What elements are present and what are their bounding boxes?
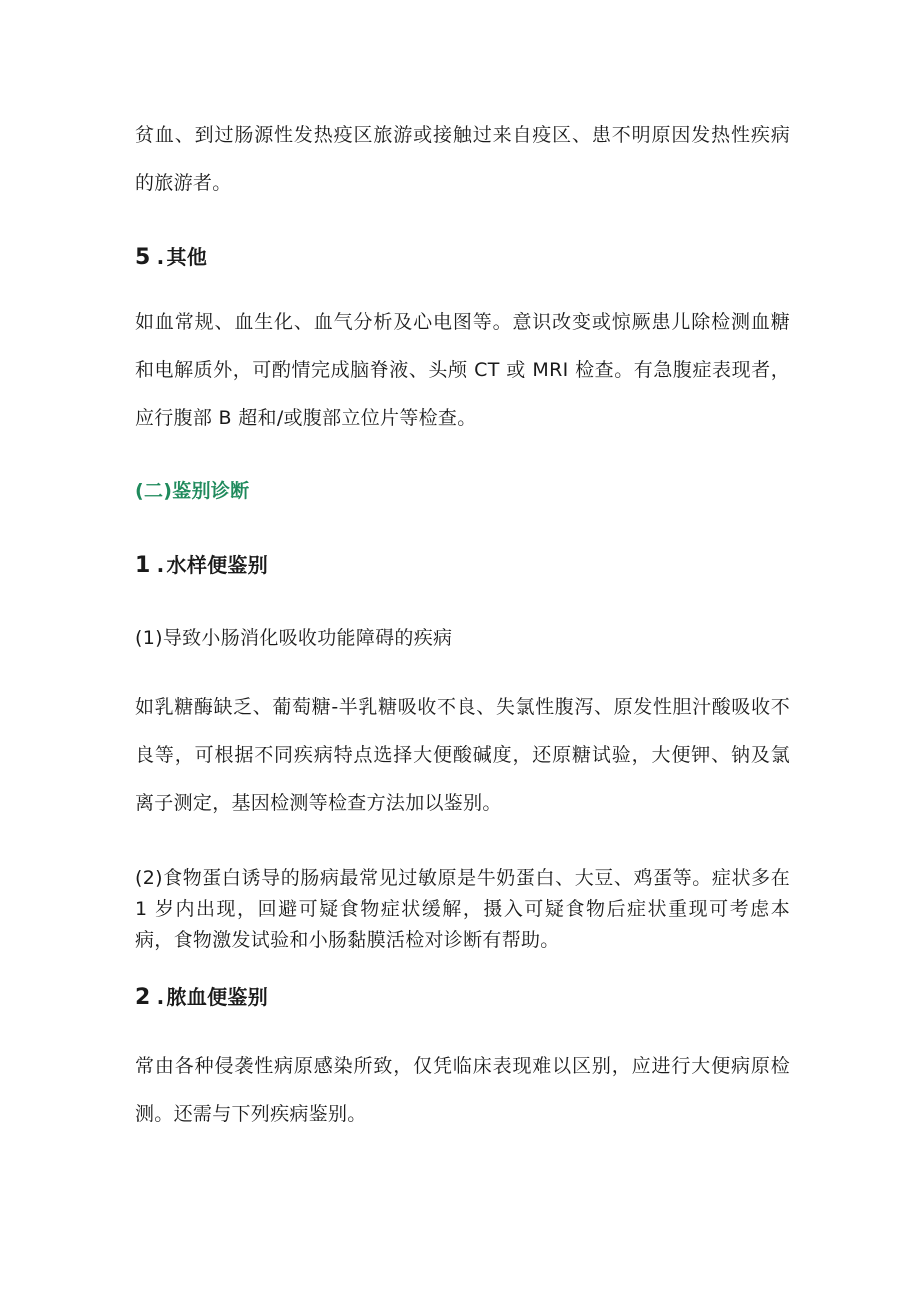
subitem-2-paragraph: (2)食物蛋白诱导的肠病最常见过敏原是牛奶蛋白、大豆、鸡蛋等。症状多在 1 岁内出现，回避可疑食物症状缓解，摄入可疑食物后症状重现可考虑本病，食物激发试验和小肠黏膜活检对诊断有帮助。 <box>135 867 790 951</box>
heading-text: 水样便鉴别 <box>166 553 269 577</box>
heading-dot: . <box>156 985 165 1009</box>
heading-text: 其他 <box>166 245 208 269</box>
other-exams-paragraph: 如血常规、血生化、血气分析及心电图等。意识改变或惊厥患儿除检测血糖和电解质外，可酌情完成脑脊液、头颅 CT 或 MRI 检查。有急腹症表现者，应行腹部 B 超和/或腹部立位片等检查。 <box>135 311 790 429</box>
heading-bloody-stool <box>135 982 790 1013</box>
bloody-stool-paragraph: 常由各种侵袭性病原感染所致，仅凭临床表现难以区别，应进行大便病原检测。还需与下列疾病鉴别。 <box>135 1055 790 1125</box>
intro-paragraph: 贫血、到过肠源性发热疫区旅游或接触过来自疫区、患不明原因发热性疾病的旅游者。 <box>135 124 790 194</box>
heading-number: 5 <box>135 245 151 270</box>
heading-number: 2 <box>135 985 151 1010</box>
subitem-1-title: (1)导致小肠消化吸收功能障碍的疾病 <box>135 627 453 649</box>
heading-dot: . <box>156 553 165 577</box>
heading-other <box>135 242 790 273</box>
heading-dot: . <box>156 245 165 269</box>
heading-watery-stool <box>135 550 790 581</box>
heading-number: 1 <box>135 553 151 578</box>
section-title-differential: (二)鉴别诊断 <box>135 480 250 502</box>
heading-text: 脓血便鉴别 <box>166 985 269 1009</box>
subitem-1-paragraph: 如乳糖酶缺乏、葡萄糖-半乳糖吸收不良、失氯性腹泻、原发性胆汁酸吸收不良等，可根据不同疾病特点选择大便酸碱度，还原糖试验，大便钾、钠及氯离子测定，基因检测等检查方法加以鉴别。 <box>135 696 790 814</box>
